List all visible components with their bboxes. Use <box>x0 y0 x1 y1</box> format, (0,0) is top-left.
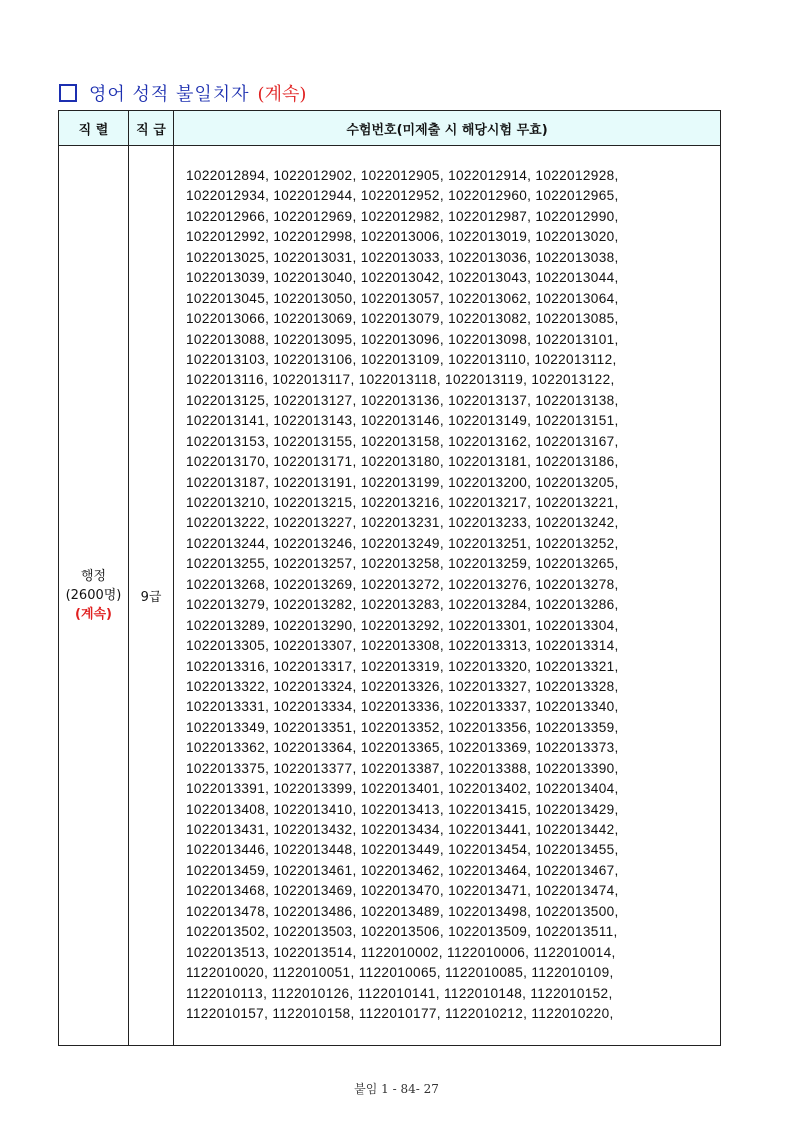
exam-number-line: 1022013513, 1022013514, 1122010002, 1122010006, 1122010014, <box>186 944 616 960</box>
series-continued: (계속) <box>75 607 112 622</box>
page-number: 붙임 1 - 84- 27 <box>354 1082 439 1096</box>
header-series: 직 렬 <box>59 111 129 146</box>
exam-number-line: 1022013468, 1022013469, 1022013470, 1022013471, 1022013474, <box>186 883 619 899</box>
exam-number-line: 1022013066, 1022013069, 1022013079, 1022013082, 1022013085, <box>186 311 619 327</box>
exam-number-line: 1022013103, 1022013106, 1022013109, 1022013110, 1022013112, <box>186 351 617 367</box>
exam-number-line: 1022013375, 1022013377, 1022013387, 1022013388, 1022013390, <box>186 760 619 776</box>
exam-number-line: 1022013478, 1022013486, 1022013489, 1022013498, 1022013500, <box>186 903 619 919</box>
exam-number-line: 1022012894, 1022012902, 1022012905, 1022012914, 1022012928, <box>186 168 619 183</box>
header-numbers: 수험번호(미제출 시 해당시험 무효) <box>174 111 721 146</box>
exam-number-line: 1022013362, 1022013364, 1022013365, 1022013369, 1022013373, <box>186 740 619 756</box>
section-title: 영어 성적 불일치자 <box>89 84 250 105</box>
exam-number-line: 1022012992, 1022012998, 1022013006, 1022013019, 1022013020, <box>186 229 619 245</box>
header-grade: 직 급 <box>129 111 174 146</box>
exam-number-line: 1022013331, 1022013334, 1022013336, 1022013337, 1022013340, <box>186 699 619 715</box>
exam-number-line: 1022013025, 1022013031, 1022013033, 1022013036, 1022013038, <box>186 249 619 265</box>
exam-number-line: 1022012966, 1022012969, 1022012982, 1022012987, 1022012990, <box>186 208 619 224</box>
exam-number-line: 1022013244, 1022013246, 1022013249, 1022013251, 1022013252, <box>186 535 619 551</box>
exam-number-line: 1022013322, 1022013324, 1022013326, 1022013327, 1022013328, <box>186 678 619 694</box>
exam-number-line: 1022013316, 1022013317, 1022013319, 1022013320, 1022013321, <box>186 658 619 674</box>
exam-number-line: 1022013187, 1022013191, 1022013199, 1022013200, 1022013205, <box>186 474 619 490</box>
exam-number-line: 1022013408, 1022013410, 1022013413, 1022013415, 1022013429, <box>186 801 619 817</box>
exam-number-line: 1022013459, 1022013461, 1022013462, 1022013464, 1022013467, <box>186 862 619 878</box>
exam-number-line: 1022013268, 1022013269, 1022013272, 1022013276, 1022013278, <box>186 576 619 592</box>
exam-number-line: 1122010020, 1122010051, 1122010065, 1122010085, 1122010109, <box>186 965 614 981</box>
exam-number-line: 1022013039, 1022013040, 1022013042, 1022013043, 1022013044, <box>186 270 619 286</box>
numbers-cell <box>174 146 721 1046</box>
exam-number-line: 1022013141, 1022013143, 1022013146, 1022013149, 1022013151, <box>186 413 619 429</box>
section-heading <box>59 80 306 106</box>
table-row <box>59 146 721 1046</box>
exam-number-line: 1022013502, 1022013503, 1022013506, 1022013509, 1022013511, <box>186 924 618 940</box>
exam-number-line: 1022013391, 1022013399, 1022013401, 1022013402, 1022013404, <box>186 781 619 797</box>
grade-cell: 9급 <box>129 146 174 1046</box>
series-name: 행정 <box>80 569 107 584</box>
exam-number-line: 1022013153, 1022013155, 1022013158, 1022013162, 1022013167, <box>186 433 619 449</box>
table-header-row <box>59 111 721 146</box>
exam-number-line: 1022013289, 1022013290, 1022013292, 1022013301, 1022013304, <box>186 617 619 633</box>
exam-number-line: 1022013170, 1022013171, 1022013180, 1022013181, 1022013186, <box>186 454 619 470</box>
checkbox-square-icon <box>59 84 77 102</box>
exam-number-line: 1122010157, 1122010158, 1122010177, 1122010212, 1122010220, <box>186 1005 614 1021</box>
exam-number-line: 1022013446, 1022013448, 1022013449, 1022013454, 1022013455, <box>186 842 619 858</box>
exam-number-line: 1022013349, 1022013351, 1022013352, 1022013356, 1022013359, <box>186 719 619 735</box>
exam-number-line: 1022013222, 1022013227, 1022013231, 1022013233, 1022013242, <box>186 515 619 531</box>
exam-number-line: 1022013431, 1022013432, 1022013434, 1022013441, 1022013442, <box>186 822 619 837</box>
exam-number-line: 1022013305, 1022013307, 1022013308, 1022013313, 1022013314, <box>186 638 619 654</box>
candidate-table <box>58 110 721 1046</box>
series-count: (2600명) <box>65 588 122 603</box>
series-cell <box>59 146 129 1046</box>
exam-number-line: 1022013210, 1022013215, 1022013216, 1022013217, 1022013221, <box>186 495 619 510</box>
exam-number-line: 1022013088, 1022013095, 1022013096, 1022013098, 1022013101, <box>186 331 619 347</box>
exam-number-line: 1022013255, 1022013257, 1022013258, 1022013259, 1022013265, <box>186 556 619 572</box>
exam-number-line: 1022012934, 1022012944, 1022012952, 1022012960, 1022012965, <box>186 188 619 204</box>
exam-number-line: 1022013279, 1022013282, 1022013283, 1022013284, 1022013286, <box>186 597 619 613</box>
exam-number-line: 1022013125, 1022013127, 1022013136, 1022013137, 1022013138, <box>186 392 619 408</box>
exam-number-line: 1122010113, 1122010126, 1122010141, 1122010148, 1122010152, <box>186 985 613 1001</box>
exam-number-list <box>174 146 720 1024</box>
exam-number-line: 1022013116, 1022013117, 1022013118, 1022013119, 1022013122, <box>186 372 615 388</box>
section-continued-label: (계속) <box>257 84 307 105</box>
exam-number-line: 1022013045, 1022013050, 1022013057, 1022013062, 1022013064, <box>186 290 619 306</box>
